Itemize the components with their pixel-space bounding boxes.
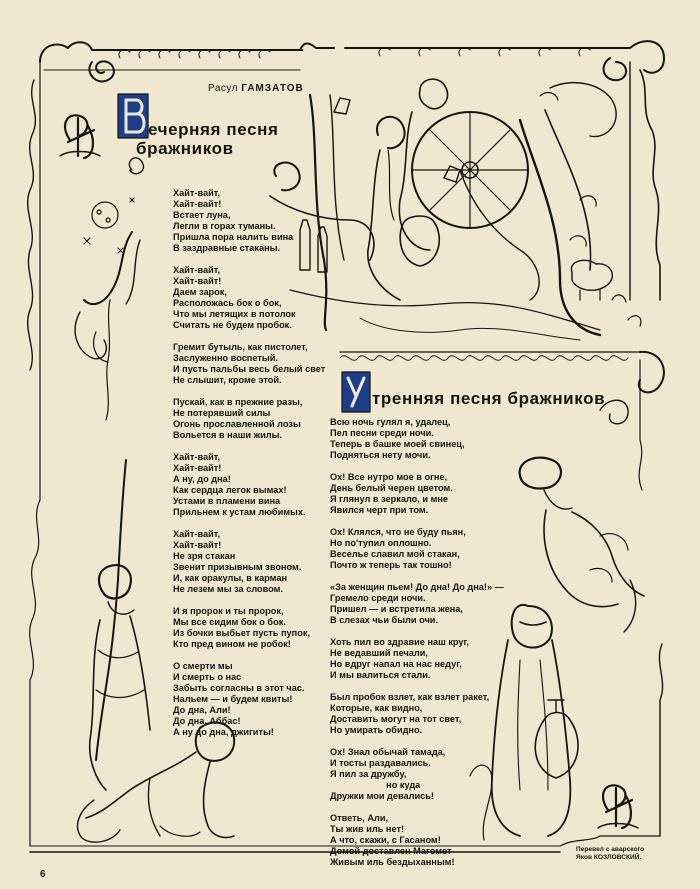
poem2-title-text: тренняя песня бражников [372,389,606,408]
ornament-monogram-bottom [598,785,638,828]
poem1-title-line2: бражников [136,139,234,158]
author-last-name: ГАМЗАТОВ [241,83,304,94]
author-first-name: Расул [208,83,239,94]
poem2-stanza: «За женщин пьем! До дна! До дна!» — Гремело среди ночи. Пришел — и встретила жена, В слезах чьи были очи. [330,582,504,625]
poem1-stanza: Хайт-вайт, Хайт-вайт! Не зря стакан Звенит призывным звоном. И, как оракулы, в карман Не лезем мы за словом. [173,529,302,594]
poem1-stanza: Хайт-вайт, Хайт-вайт! Даем зарок, Расположась бок о бок, Что мы летящих в потолок Считать не будем пробок. [173,265,296,330]
dropcap-u [342,372,370,412]
poem2-stanza: Ох! Клялся, что не буду пьян, Но по'тупил оплошно. Веселье славил мой стакан, Почто ж теперь так тошно! [330,527,466,570]
dropcap-v [118,94,148,138]
poem2-stanza: Был пробок взлет, как взлет ракет, Которые, как видно, Доставить могут на тот свет, Но умирать обидно. [330,692,490,735]
poem2-text [330,417,504,879]
poem1-stanza: Хайт-вайт, Хайт-вайт! А ну, до дна! Как сердца легок вымах! Устами в пламени вина Прильнем к устам любимых. [173,452,306,517]
translator-credit: Перевел с аварского Яков КОЗЛОВСКИЙ. [576,846,645,861]
poem2-stanza: Ответь, Али, Ты жив иль нет! А что, скажи, с Гасаном! Домой доставлен Магомет Живым иль бездыханным! [330,813,455,867]
author-name [208,83,304,94]
page-number: 6 [40,869,46,880]
poem2-stanza: Ох! Знал обычай тамада, И тосты раздавались. Я пил за дружбу, но куда Дружки мои девались! [330,747,446,801]
poem1-stanza: Хайт-вайт, Хайт-вайт! Встает луна, Легли в горах туманы. Пришла пора налить вина В заздравные стаканы. [173,188,294,253]
poem2-stanza: Всю ночь гулял я, удалец, Пел песни среди ночи. Теперь в башке моей свинец, Подняться нету мочи. [330,417,465,460]
ornament-monogram-top [60,115,100,158]
poem1-stanza: Гремит бутыль, как пистолет, Заслуженно воспетый. И пусть пальбы весь белый свет Не слышит, кроме этой. [173,342,326,385]
feast-scene-illustration [270,79,641,340]
moon-icon [84,158,143,253]
poem1-title-line1: ечерняя песня [148,120,279,139]
poem2-stanza: Хоть пил во здравие наш круг, Не ведавший печали, Но вдруг напал на нас недуг, И мы валиться стали. [330,637,470,680]
poem1-title [136,120,279,158]
poem2-title [372,389,605,409]
poem1-stanza: И я пророк и ты пророк, Мы все сидим бок о бок. Из бочки выбьет пусть пупок, Кто пред вином не робок! [173,606,310,649]
poem1-stanza: О смерти мы И смерть о нас Забыть согласны в этот час. Нальем — и будем квиты! До дна, Али! До дна, Аббас! А ну до дна, джигиты! [173,661,305,737]
poem1-text [173,188,325,749]
poem1-stanza: Пускай, как в прежние разы, Не потерявший силы Огонь прославленной лозы Вольется в наши жилы. [173,397,303,440]
poem2-stanza: Ох! Все нутро мое в огне, День белый черен цветом. Я глянул в зеркало, и мне Явился черт при том. [330,472,453,515]
